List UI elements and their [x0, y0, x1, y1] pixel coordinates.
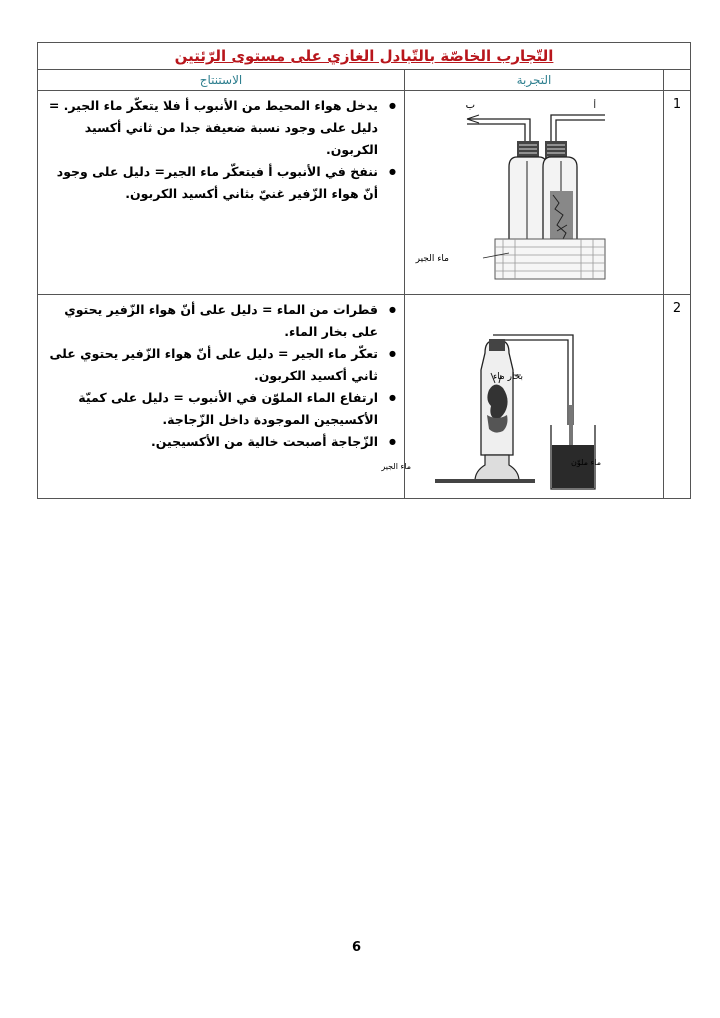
- conclusion-cell: [38, 91, 404, 294]
- conclusion-item: ● ارتفاع الماء الملوّن في الأنبوب = دليل على كميّة الأكسيجين الموجودة داخل الزّجاجة.: [44, 387, 378, 431]
- conclusion-list: [44, 299, 396, 453]
- label-limewater: ماء الجير: [415, 254, 449, 264]
- label-water-vapor: بخار ماء: [492, 372, 523, 382]
- label-tube-b: ب: [465, 100, 475, 111]
- label-tube-a: أ: [593, 101, 596, 111]
- conclusion-item: ● ننفخ في الأنبوب أ فيتعكّر ماء الجير= دليل على وجود أنّ هواء الزّفير غنيّ بثاني أكسيد الكربون.: [44, 161, 378, 205]
- row-number: 1: [663, 91, 690, 294]
- conclusion-item: ● قطرات من الماء = دليل على أنّ هواء الزّفير يحتوي على بخار الماء.: [44, 299, 378, 343]
- page-number: 6: [352, 940, 362, 955]
- conclusion-item: ● تعكّر ماء الجير = دليل على أنّ هواء الزّفير يحتوي على ثاني أكسيد الكربون.: [44, 343, 378, 387]
- label-colored-water: ماء ملوّن: [571, 458, 601, 467]
- table-row: [38, 91, 690, 295]
- conclusion-cell: [38, 295, 404, 498]
- experiments-table: [37, 42, 691, 499]
- conclusion-list: [44, 95, 396, 205]
- conclusion-item: ● يدخل هواء المحيط من الأنبوب أ فلا يتعكّر ماء الجير. = دليل على وجود نسبة ضعيفة جدا من ثاني أكسيد الكربون.: [44, 95, 378, 161]
- table-title: التّجارب الخاصّة بالتّبادل الغازي على مستوى الرّئتين: [174, 47, 554, 65]
- label-limewater-2: ماء الجير: [381, 462, 411, 471]
- experiment-cell: [404, 91, 663, 294]
- header-experiment: التجربة: [404, 70, 663, 90]
- row-number: 2: [663, 295, 690, 498]
- mouse-bell-jar-figure: [381, 295, 663, 498]
- table-title-row: [38, 43, 690, 70]
- table-row: [38, 295, 690, 498]
- experiment-cell: [381, 295, 663, 498]
- conclusion-item: ● الزّجاجة أصبحت خالية من الأكسيجين.: [44, 431, 378, 453]
- header-number: [663, 70, 690, 90]
- header-conclusion: الاستنتاج: [199, 73, 243, 87]
- limewater-apparatus-figure: [405, 91, 663, 294]
- header-row: [38, 70, 690, 91]
